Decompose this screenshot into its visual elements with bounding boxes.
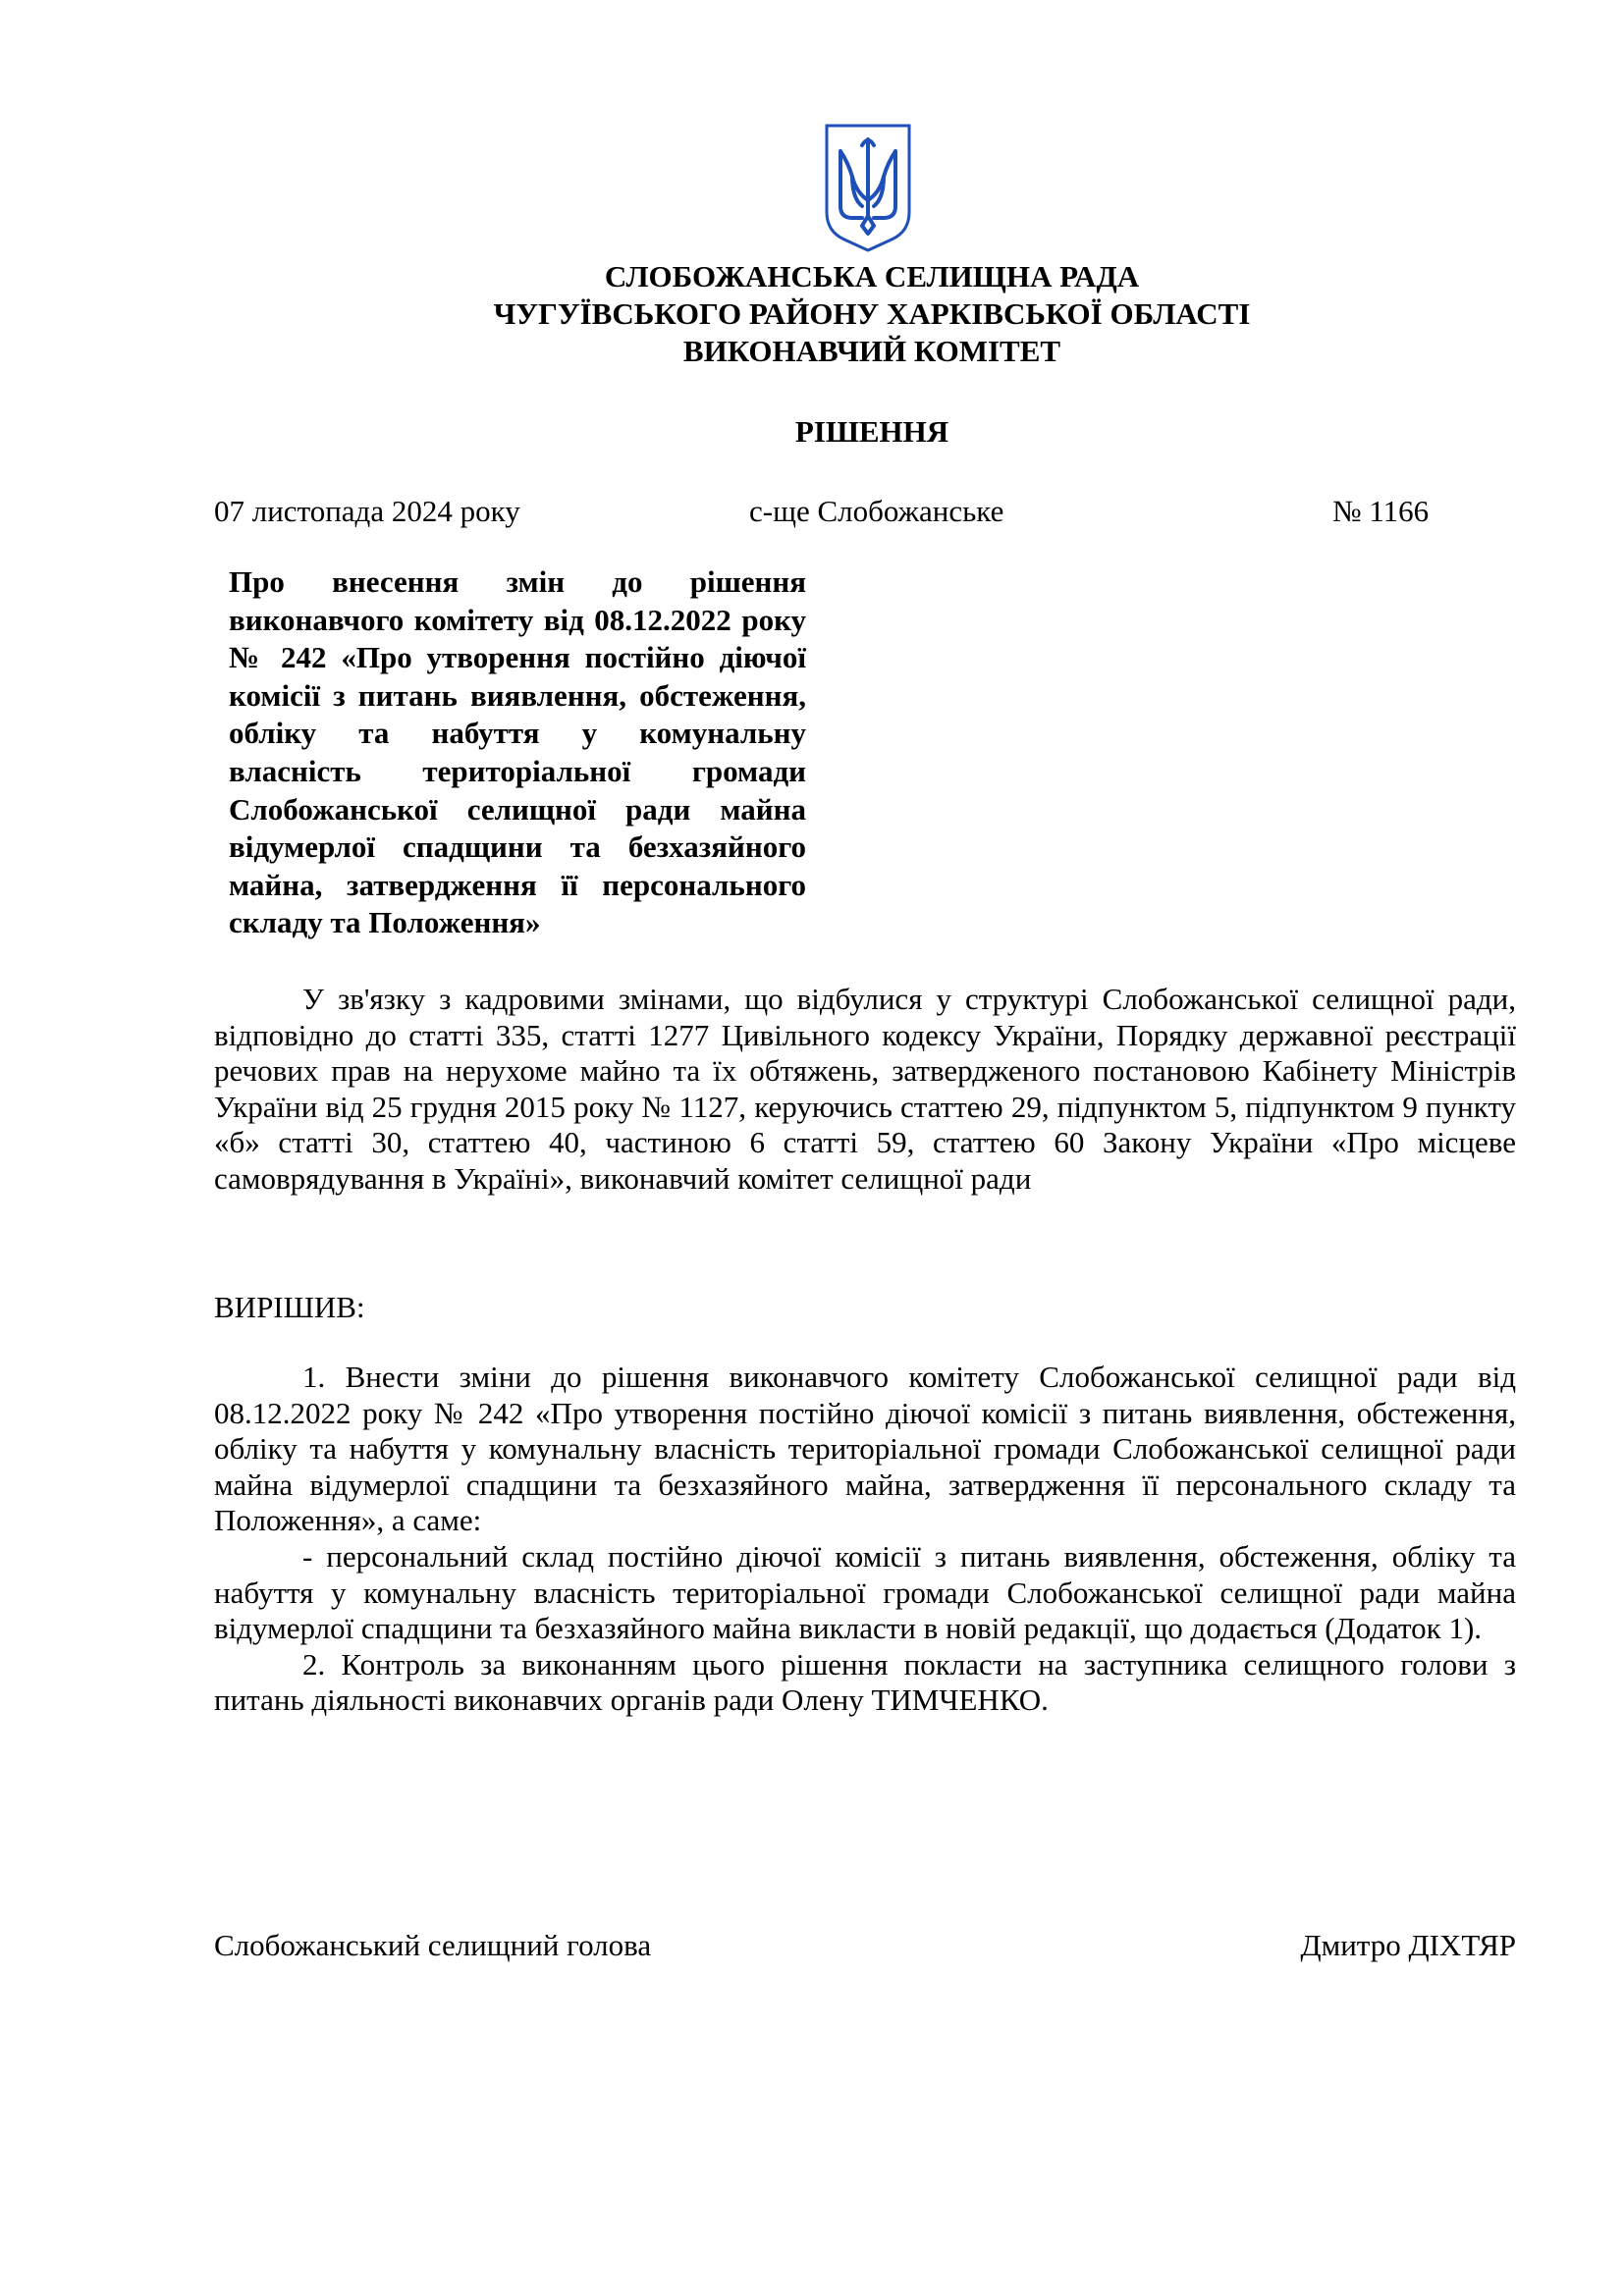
council-header <box>0 258 1624 370</box>
header-line-council: СЛОБОЖАНСЬКА СЕЛИЩНА РАДА <box>604 259 1140 294</box>
decision-date: 07 листопада 2024 року <box>214 494 520 528</box>
decision-subject: Про внесення змін до рішення виконавчого комітету від 08.12.2022 року № 242 «Про утворення постійно діючої комісії з питань виявлення, обстеження, обліку та набуття у комунальну власність територіальної громади Слобожанської селищної ради майна відумерлої спадщини та безхазяйного майна, затвердження її персонального складу та Положення» <box>229 564 806 940</box>
decision-place: с-ще Слобожанське <box>749 494 1004 528</box>
header-line-committee: ВИКОНАВЧИЙ КОМІТЕТ <box>682 334 1061 368</box>
decided-label: ВИРІШИВ: <box>214 1290 365 1324</box>
preamble-paragraph: У зв'язку з кадровими змінами, що відбулися у структурі Слобожанської селищної ради, відповідно до статті 335, статті 1277 Цивільного кодексу України, Порядку державної реєстрації речових прав на нерухоме майно та їх обтяжень, затвердженого постановою Кабінету Міністрів України від 25 грудня 2015 року № 1127, керуючись статтею 29, підпунктом 5, підпунктом 9 пункту «б» статті 30, статтею 40, частиною 6 статті 59, статтею 60 Закону України «Про місцеве самоврядування в Україні», виконавчий комітет селищної ради <box>214 982 1516 1196</box>
resolution-items <box>214 1360 1516 1719</box>
resolution-item-1: 1. Внести зміни до рішення виконавчого комітету Слобожанської селищної ради від 08.12.2022 року № 242 «Про утворення постійно діючої комісії з питань виявлення, обстеження, обліку та набуття у комунальну власність територіальної громади Слобожанської селищної ради майна відумерлої спадщини та безхазяйного майна, затвердження її персонального складу та Положення», а саме: <box>214 1360 1516 1538</box>
signatory-position: Слобожанський селищний голова <box>214 1928 652 1962</box>
coat-of-arms-of-ukraine-icon <box>823 122 913 254</box>
header-line-district: ЧУГУЇВСЬКОГО РАЙОНУ ХАРКІВСЬКОЇ ОБЛАСТІ <box>493 296 1251 331</box>
resolution-item-1-sub: - персональний склад постійно діючої комісії з питань виявлення, обстеження, обліку та набуття у комунальну власність територіальної громади Слобожанської селищної ради майна відумерлої спадщини та безхазяйного майна викласти в новій редакції, що додається (Додаток 1). <box>214 1538 1516 1646</box>
signatory-name: Дмитро ДІХТЯР <box>1300 1928 1516 1962</box>
document-title: РІШЕННЯ <box>794 414 949 449</box>
resolution-item-2: 2. Контроль за виконанням цього рішення покласти на заступника селищного голови з питань діяльності виконавчих органів ради Олену ТИМЧЕНКО. <box>214 1646 1516 1718</box>
decision-number: № 1166 <box>1332 494 1430 528</box>
